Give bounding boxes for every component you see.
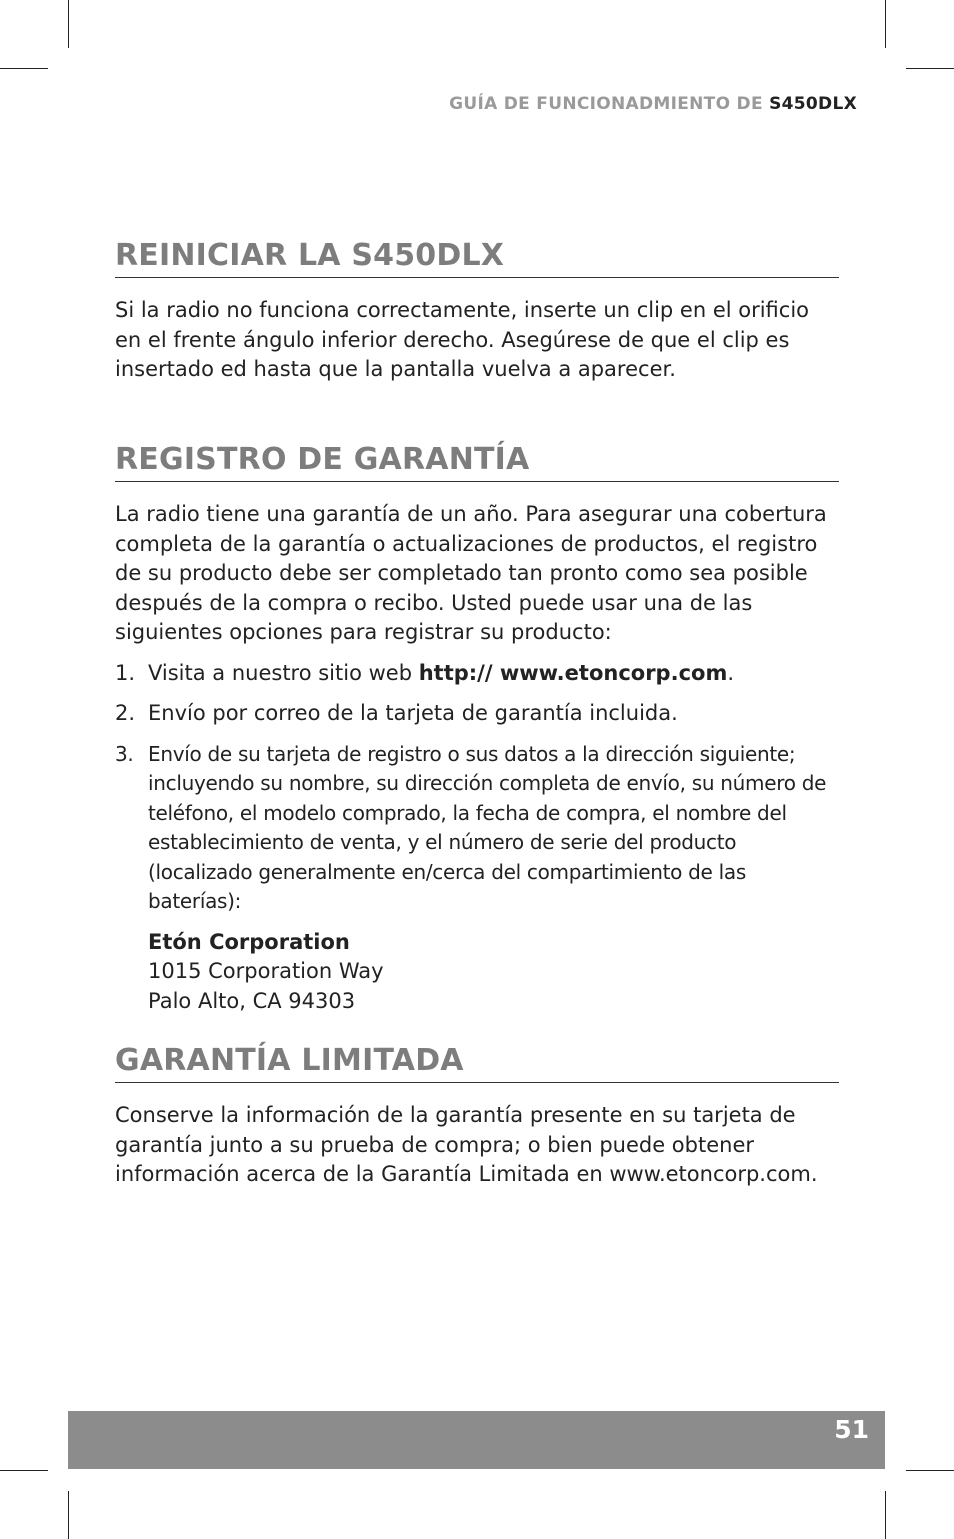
option-text: Visita a nuestro sitio web <box>148 660 419 685</box>
registration-section <box>115 442 839 1016</box>
crop-mark <box>68 1491 69 1539</box>
crop-mark <box>885 1491 886 1539</box>
list-number: 3. <box>115 741 134 766</box>
crop-mark <box>885 0 886 48</box>
page-number: 51 <box>834 1415 869 1444</box>
list-number: 1. <box>115 660 136 685</box>
website-link[interactable]: http:// www.etoncorp.com <box>418 660 728 685</box>
registration-intro: La radio tiene una garantía de un año. Para asegurar una cobertura completa de la garantía o actualizaciones de productos, el registro de su producto debe ser completado tan pronto como sea posible después de la compra o recibo. Usted puede usar una de las siguientes opciones para registrar su producto: <box>115 502 827 644</box>
crop-mark <box>0 68 48 69</box>
registration-heading: REGISTRO DE GARANTÍA <box>115 442 839 482</box>
running-head-model: S450DLX <box>769 94 857 114</box>
crop-mark <box>0 1470 48 1471</box>
option-suffix: . <box>727 660 735 685</box>
address-city: Palo Alto, CA 94303 <box>148 988 356 1013</box>
reset-body: Si la radio no funciona correctamente, inserte un clip en el orificio en el frente ángulo inferior derecho. Asegúrese de que el clip es insertado ed hasta que la pantalla vuelva a aparecer. <box>115 298 810 381</box>
crop-mark <box>906 68 954 69</box>
limited-warranty-heading: GARANTÍA LIMITADA <box>115 1043 839 1083</box>
address-street: 1015 Corporation Way <box>148 959 384 983</box>
running-head <box>449 94 857 114</box>
option-text: Envío de su tarjeta de registro o sus datos a la dirección siguiente; incluyendo su nombre, su dirección completa de envío, su número de teléfono, el modelo comprado, la fecha de compra, el nombre del establecimiento de venta, y el número de serie del producto (localizado generalmente en/cerca del compartimiento de las baterías): <box>148 741 827 913</box>
list-number: 2. <box>115 701 136 725</box>
list-item <box>115 699 839 729</box>
registration-options <box>115 659 839 917</box>
reset-heading: REINICIAR LA S450DLX <box>115 238 839 278</box>
reset-section <box>115 238 839 385</box>
mailing-address <box>148 928 839 1017</box>
limited-warranty-section <box>115 1043 839 1190</box>
running-head-prefix: GUÍA DE FUNCIONADMIENTO DE <box>449 94 763 114</box>
address-company: Etón Corporation <box>148 929 350 954</box>
crop-mark <box>906 1470 954 1471</box>
list-item <box>115 740 839 917</box>
crop-mark <box>68 0 69 48</box>
option-text: Envío por correo de la tarjeta de garantía incluida. <box>148 701 678 725</box>
list-item <box>115 659 839 689</box>
footer-bar <box>68 1411 885 1469</box>
limited-warranty-body: Conserve la información de la garantía presente en su tarjeta de garantía junto a su prueba de compra; o bien puede obtener información acerca de la Garantía Limitada en www.etoncorp.com. <box>115 1103 818 1186</box>
